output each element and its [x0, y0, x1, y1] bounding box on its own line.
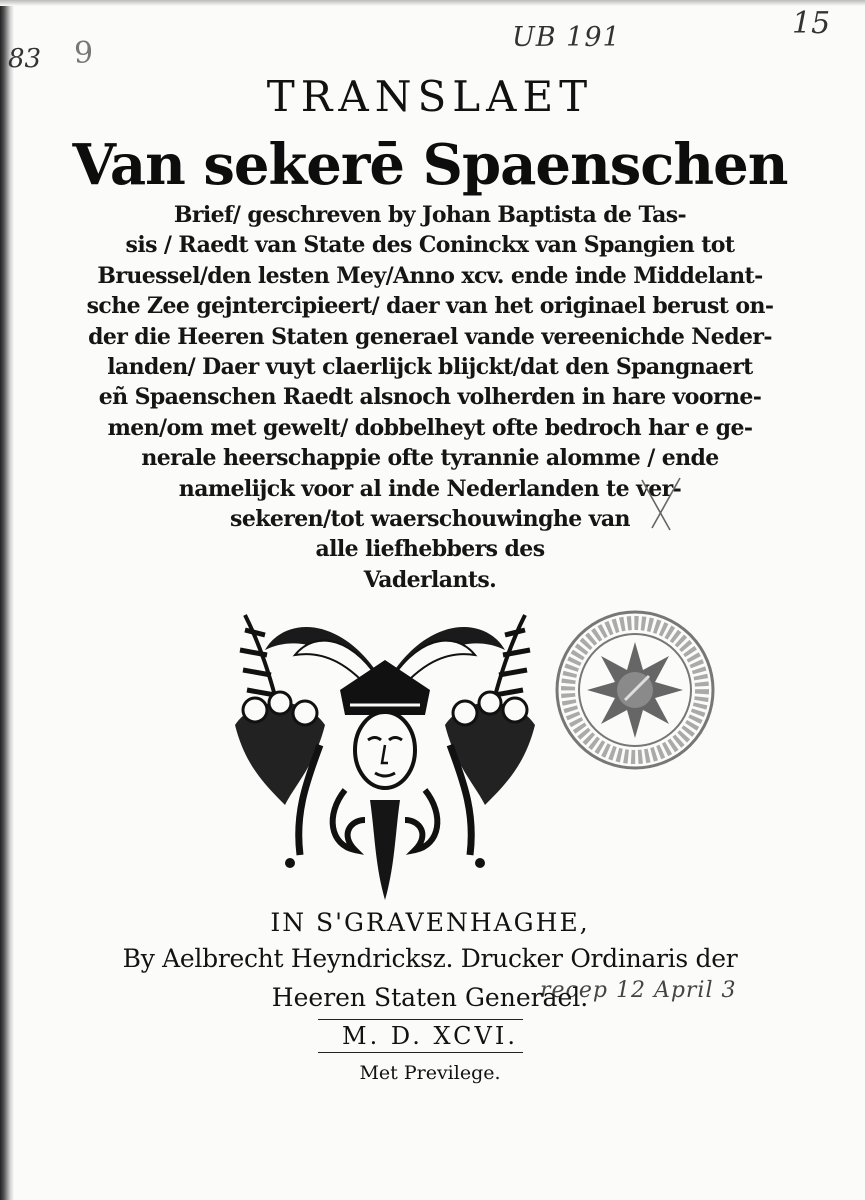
text-line: Brief/ geschreven by Johan Baptista de Tas- [173, 202, 687, 228]
title-text-block [40, 200, 820, 595]
printers-ornament-icon [225, 605, 545, 905]
text-line: sche Zee gejntercipieert/ daer van het originael berust on- [86, 293, 774, 320]
text-line: nerale heerschappie ofte tyrannie alomme / ende [141, 445, 719, 472]
text-line: namelijck voor al inde Nederlanden te ver- [178, 475, 682, 502]
text-line: alle liefhebbers des [315, 536, 545, 563]
text-line: der die Heeren Staten generael vande vereenichde Neder- [88, 323, 772, 350]
page-top-shadow [0, 0, 865, 6]
text-line: Vaderlants. [363, 566, 497, 593]
imprint-printer: By Aelbrecht Heyndricksz. Drucker Ordinaris der [122, 944, 738, 973]
handwritten-folio-right: 15 [792, 6, 831, 41]
library-stamp-icon [550, 605, 720, 775]
handwritten-shelfmark: UB 191 [512, 22, 621, 53]
text-line: sis / Raedt van State des Coninckx van Spangien tot [125, 232, 735, 259]
imprint-privilege: Met Previlege. [359, 1062, 501, 1084]
text-line: Bruessel/den lesten Mey/Anno xcv. ende inde Middelant- [97, 262, 763, 289]
handwritten-receipt-note: recep 12 April 3 [540, 978, 737, 1003]
handwritten-folio-left: 83 [8, 44, 42, 74]
text-line: men/om met gewelt/ dobbelheyt ofte bedroch har e ge- [107, 414, 753, 441]
imprint-year: M. D. XCVI. [342, 1022, 518, 1050]
year-rule-bottom [318, 1052, 523, 1053]
binding-edge [0, 0, 14, 1200]
imprint-heeren: Heeren Staten Generael. [271, 983, 589, 1012]
year-rule-top [318, 1019, 523, 1020]
text-line: landen/ Daer vuyt claerlijck blijckt/dat den Spangnaert [107, 354, 753, 381]
text-line: sekeren/tot waerschouwinghe van [230, 506, 630, 533]
page-title: TRANSLAET [266, 72, 594, 121]
imprint-city: IN S'GRAVENHAGHE, [270, 908, 590, 937]
text-line: eñ Spaenschen Raedt alsnoch volherden in hare voorne- [98, 384, 762, 411]
handwritten-mark-left: 9 [74, 36, 94, 71]
pencil-cross-mark [630, 470, 690, 540]
page-subtitle: Van sekerē Spaenschen [72, 132, 788, 198]
